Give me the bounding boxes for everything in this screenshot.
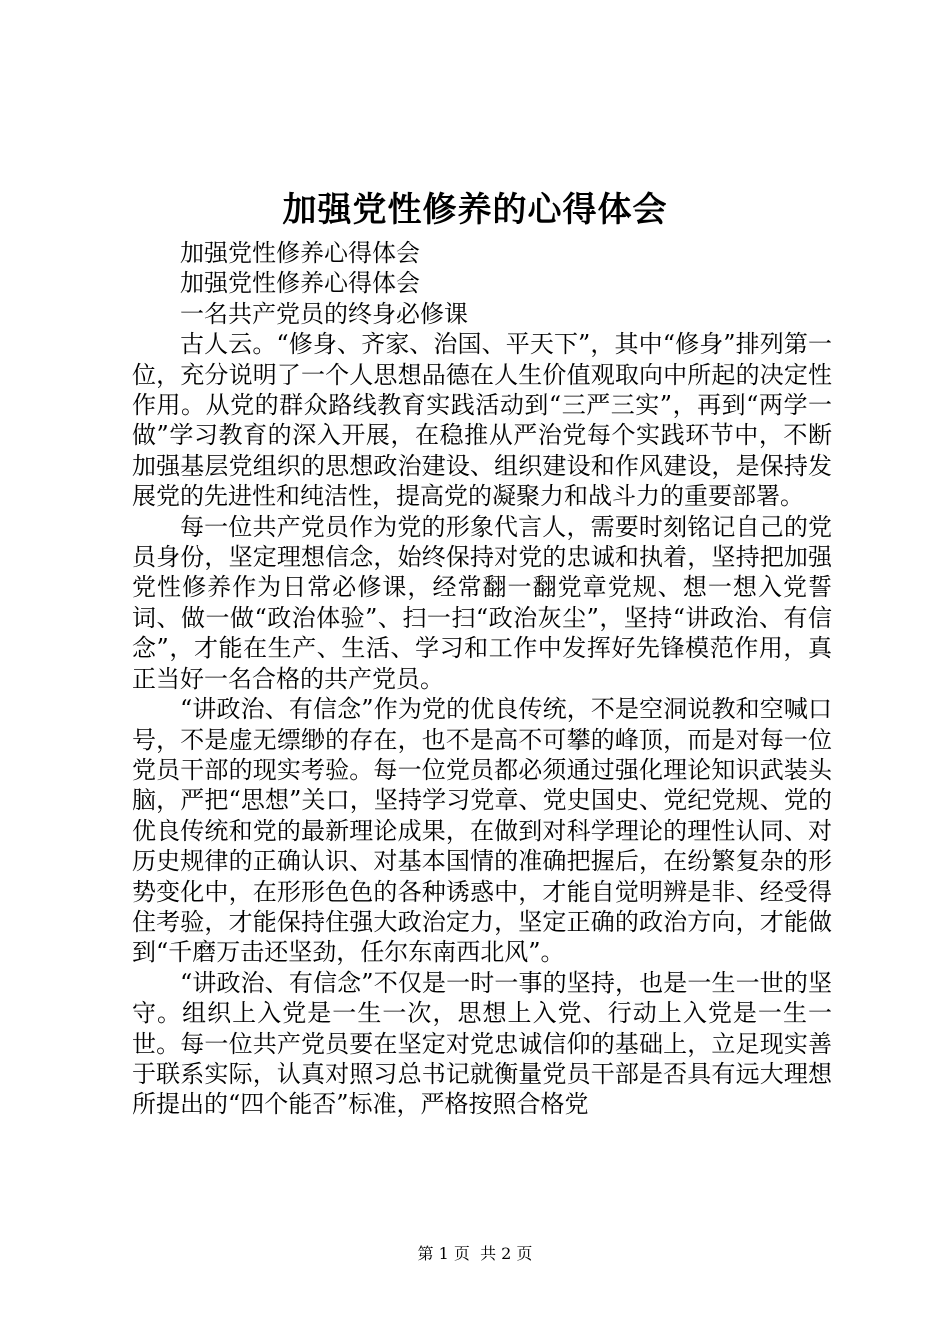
body-paragraph: “讲政治、有信念”作为党的优良传统，不是空洞说教和空喊口号，不是虚无缥缈的存在，也不是高不可攀的峰顶，而是对每一位党员干部的现实考验。每一位党员都必须通过强化理论知识武装头脑，严把“思想”关口，坚持学习党章、党史国史、党纪党规、党的优良传统和党的最新理论成果，在做到对科学理论的理性认同、对历史规律的正确认识、对基本国情的准确把握后，在纷繁复杂的形势变化中，在形形色色的各种诱惑中，才能自觉明辨是非、经受得住考验，才能保持住强大政治定力，坚定正确的政治方向，才能做到“千磨万击还坚劲，任尔东南西北风”。 <box>132 695 832 967</box>
subtitle-line: 加强党性修养心得体会 <box>180 269 420 298</box>
document-body <box>132 238 832 1120</box>
body-paragraph: “讲政治、有信念”不仅是一时一事的坚持，也是一生一世的坚守。组织上入党是一生一次，思想上入党、行动上入党是一生一世。每一位共产党员要在坚定对党忠诚信仰的基础上，立足现实善于联系实际，认真对照习总书记就衡量党员干部是否具有远大理想所提出的“四个能否”标准，严格按照合格党 <box>132 968 832 1119</box>
body-paragraph: 每一位共产党员作为党的形象代言人，需要时刻铭记自己的党员身份，坚定理想信念，始终保持对党的忠诚和执着，坚持把加强党性修养作为日常必修课，经常翻一翻党章党规、想一想入党誓词、做一做“政治体验”、扫一扫“政治灰尘”，坚持“讲政治、有信念”，才能在生产、生活、学习和工作中发挥好先锋模范作用，真正当好一名合格的共产党员。 <box>132 512 832 693</box>
document-title: 加强党性修养的心得体会 <box>282 190 668 230</box>
subtitle-line: 一名共产党员的终身必修课 <box>180 299 468 328</box>
page-footer: 第 1 页 共 2 页 <box>417 1244 533 1263</box>
subtitle-line: 加强党性修养心得体会 <box>180 239 420 267</box>
body-paragraph: 古人云。“修身、齐家、治国、平天下”，其中“修身”排列第一位，充分说明了一个人思想品德在人生价值观取向中所起的决定性作用。从党的群众路线教育实践活动到“三严三实”，再到“两学一做”学习教育的深入开展，在稳推从严治党每个实践环节中，不断加强基层党组织的思想政治建设、组织建设和作风建设，是保持发展党的先进性和纯洁性，提高党的凝聚力和战斗力的重要部署。 <box>132 330 832 511</box>
